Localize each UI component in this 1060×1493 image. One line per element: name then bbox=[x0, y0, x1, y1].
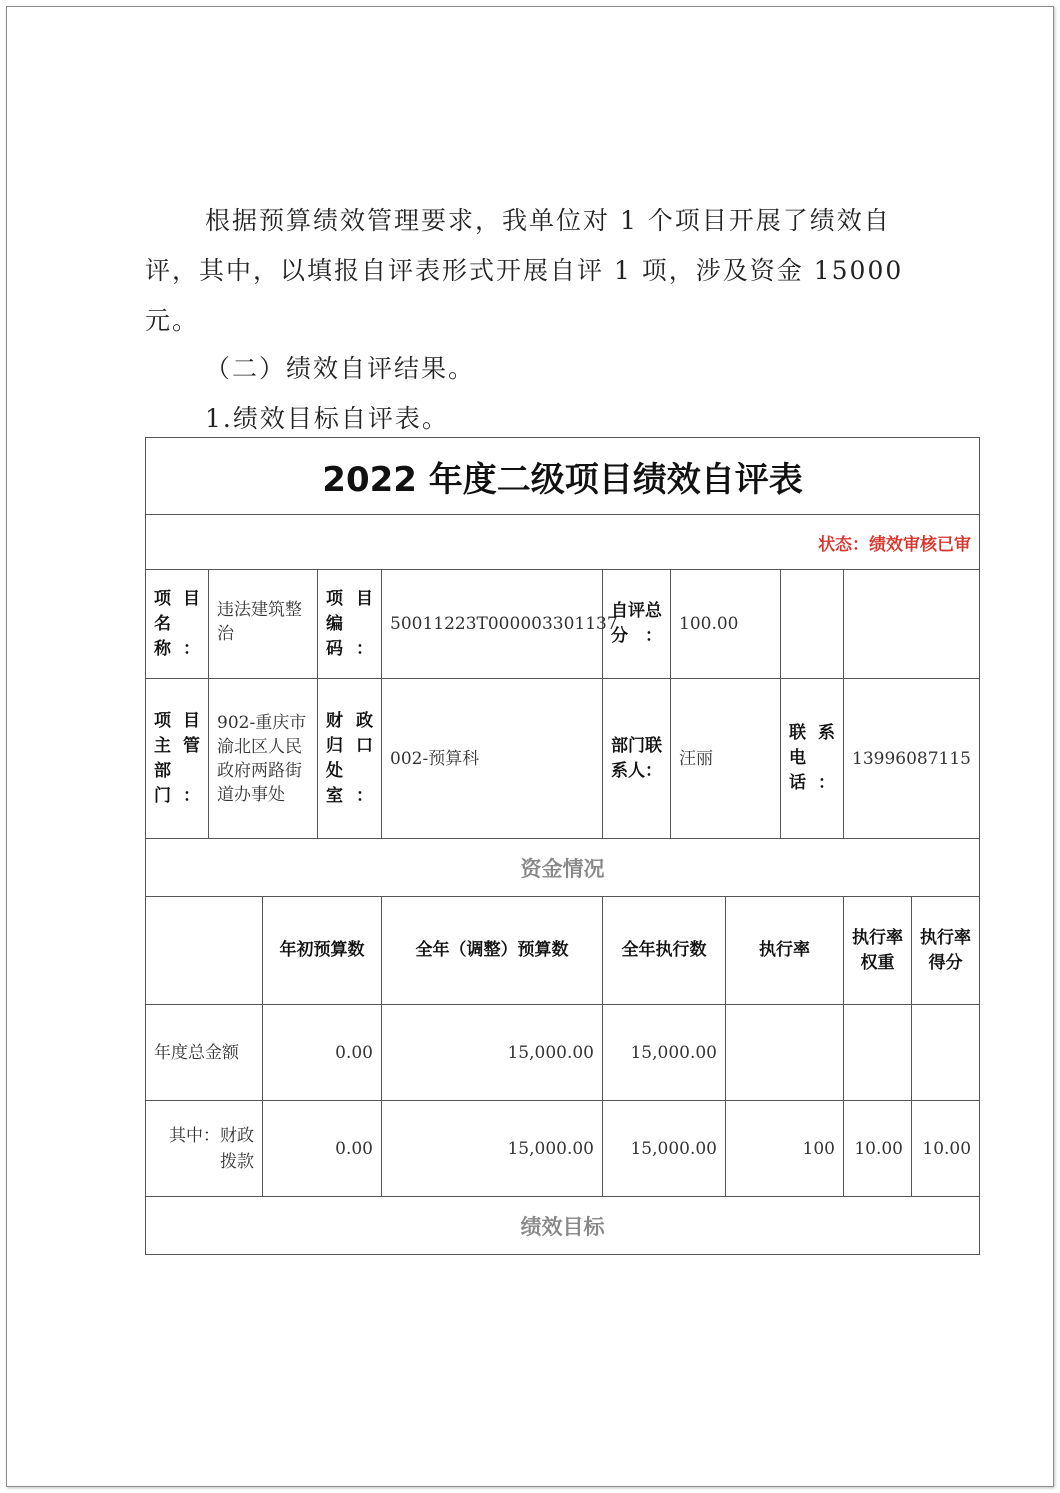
funds-header-executed: 全年执行数 bbox=[603, 897, 726, 1005]
contact-value: 汪丽 bbox=[671, 679, 781, 839]
self-evaluation-table bbox=[145, 437, 980, 1255]
empty-cell bbox=[781, 570, 844, 679]
project-name-value: 违法建筑整治 bbox=[209, 570, 318, 679]
table-title: 2022 年度二级项目绩效自评表 bbox=[146, 438, 980, 515]
funds-score: 10.00 bbox=[912, 1101, 980, 1197]
funds-executed: 15,000.00 bbox=[603, 1101, 726, 1197]
score-label: 自评总分： bbox=[603, 570, 671, 679]
score-value: 100.00 bbox=[671, 570, 781, 679]
funds-adjusted: 15,000.00 bbox=[382, 1101, 603, 1197]
project-code-value: 50011223T000003301137 bbox=[382, 570, 603, 679]
funds-adjusted: 15,000.00 bbox=[382, 1005, 603, 1101]
section-heading-table: 1.绩效目标自评表。 bbox=[205, 404, 449, 433]
funds-initial: 0.00 bbox=[263, 1005, 382, 1101]
funds-header-weight: 执行率权重 bbox=[844, 897, 912, 1005]
funds-header-score: 执行率得分 bbox=[912, 897, 980, 1005]
finance-value: 002-预算科 bbox=[382, 679, 603, 839]
funds-weight: 10.00 bbox=[844, 1101, 912, 1197]
funds-section-header: 资金情况 bbox=[146, 839, 980, 897]
goals-section-header: 绩效目标 bbox=[146, 1197, 980, 1255]
funds-rate bbox=[726, 1005, 844, 1101]
funds-weight bbox=[844, 1005, 912, 1101]
dept-label: 项目主管部门： bbox=[146, 679, 209, 839]
contact-label: 部门联系人： bbox=[603, 679, 671, 839]
table-row bbox=[146, 1101, 980, 1197]
project-code-label: 项目编码： bbox=[318, 570, 382, 679]
finance-label: 财政归口处室： bbox=[318, 679, 382, 839]
funds-header-adjusted: 全年（调整）预算数 bbox=[382, 897, 603, 1005]
phone-value: 13996087115 bbox=[844, 679, 980, 839]
intro-paragraph: 根据预算绩效管理要求，我单位对 1 个项目开展了绩效自评，其中，以填报自评表形式开展自评 1 项，涉及资金 15000 元。 bbox=[145, 206, 904, 335]
funds-rate: 100 bbox=[726, 1101, 844, 1197]
funds-initial: 0.00 bbox=[263, 1101, 382, 1197]
funds-row-label: 其中：财政拨款 bbox=[146, 1101, 263, 1197]
status-badge: 状态：绩效审核已审 bbox=[146, 515, 980, 570]
section-heading-results: （二）绩效自评结果。 bbox=[205, 354, 476, 383]
phone-label: 联系电话： bbox=[781, 679, 844, 839]
funds-score bbox=[912, 1005, 980, 1101]
funds-row-label: 年度总金额 bbox=[146, 1005, 263, 1101]
funds-header-initial: 年初预算数 bbox=[263, 897, 382, 1005]
empty-cell bbox=[844, 570, 980, 679]
funds-executed: 15,000.00 bbox=[603, 1005, 726, 1101]
funds-header-blank bbox=[146, 897, 263, 1005]
table-row bbox=[146, 1005, 980, 1101]
funds-header-rate: 执行率 bbox=[726, 897, 844, 1005]
dept-value: 902-重庆市渝北区人民政府两路街道办事处 bbox=[209, 679, 318, 839]
project-name-label: 项目名称： bbox=[146, 570, 209, 679]
